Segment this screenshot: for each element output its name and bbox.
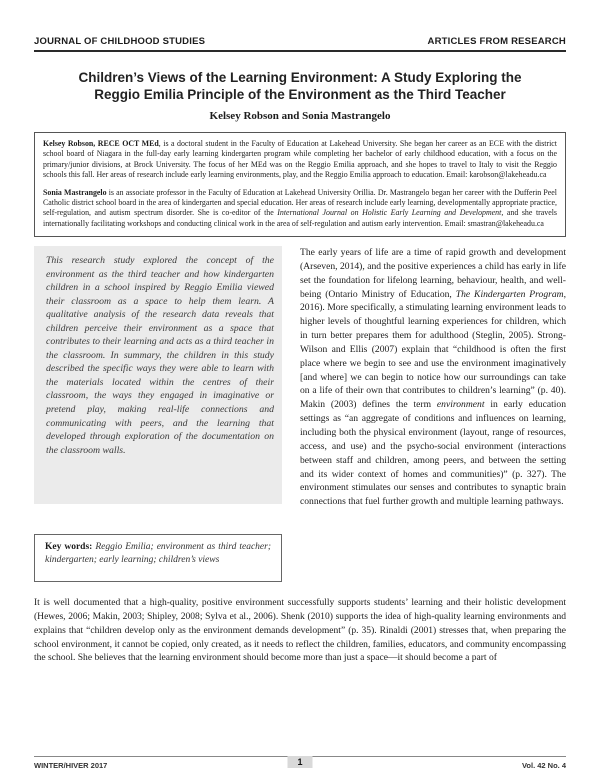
keywords-box — [34, 534, 282, 582]
mastrangelo-bio — [43, 188, 557, 230]
mastrangelo-bio-text-2: , and she travels internationally facilitating workshops and conducting clinical work in the area of self-regulation and autism early intervention. Email: smastran@lakeheadu.ca — [43, 208, 557, 228]
article-title — [34, 69, 566, 103]
environment-italic: environment — [436, 399, 485, 411]
body-p1-part-b: , 2016). More specifically, a stimulating learning environment leads to higher levels of thoughtful learning experiences for children, which in turn better prepares them for adulthood (Steglin, 2005). Strong-Wilson and Ellis (2007) explain that “childhood is often the first place where we begin to see and use the environment imaginatively [and where] we can begin to notice how our surroundings can take on a life of their own that contributes to children’s learning” (p. 40). Makin (2003) defines the term — [300, 288, 566, 411]
abstract: This research study explored the concept of the environment as the third teacher and how kindergarten children in a school inspired by Reggio Emilia viewed their classroom as a space to help them learn. A qualitative analysis of the research data reveals that children perceive their environment as a space that contributes to their learning and acts as a third teacher in the classroom. In summary, the children in this study described the specific ways they were able to learn with the materials located within the centres of their classroom, the ways they engaged in imaginative or pretend play, making real-life connections and communicating with peers, and the learning that developed through exploration of the documentation on the classroom walls. — [34, 246, 282, 504]
body-paragraph-2: It is well documented that a high-quality, positive environment successfully supports students’ learning and their holistic development (Hewes, 2006; Makin, 2003; Shipley, 2008; Sylva et al., 2006). Shenk (2010) supports the idea of high-quality learning environments and explains that “children develop only as the environment demands development” (p. 35). Rinaldi (2001) stresses that, when preparing the school environment, it cannot be copied, only created, as it needs to reflect the children, families, educators, and community encompassing the school. She believes that the learning environment should become more than just a space—it should become a part of — [34, 597, 566, 664]
body-p1-part-a: The early years of life are a time of rapid growth and development (Arseven, 2014), and the positive experiences a child has early in life set the foundation for lifelong learning, behaviour, health, and well-being (Ontario Ministry of Education, — [300, 247, 566, 300]
robson-name: Kelsey Robson, RECE OCT MEd — [43, 139, 159, 148]
keywords-text: Reggio Emilia; environment as third teacher; kindergarten; early learning; children’s views — [45, 542, 272, 565]
robson-bio-text: , is a doctoral student in the Faculty of Education at Lakehead University. She began her career as an ECE with the district school board of Niagara in the full-day early learning kindergarten program while completing her bachelor of early childhood education, with a focus on the primary/junior divisions, at Brock University. The focus of her MEd was on the Reggio Emilia approach, and she hopes to travel to Italy to visit the Reggio schools this fall. Her areas of research include early learning environments, play, and the Reggio Emilia approach to education. Email: karobson@lakeheadu.ca — [43, 139, 557, 180]
volume-label: Vol. 42 No. 4 — [521, 761, 566, 770]
issue-label: WINTER/HIVER 2017 — [34, 761, 108, 770]
page-number: 1 — [287, 756, 312, 768]
section-name: ARTICLES FROM RESEARCH — [427, 36, 566, 47]
body-paragraph-1 — [300, 246, 566, 509]
journal-title-italic: International Journal on Holistic Early Learning and Development — [277, 208, 502, 218]
keywords-label: Key words: — [45, 542, 93, 552]
title-line-2: Reggio Emilia Principle of the Environment as the Third Teacher — [94, 87, 506, 102]
body-p1-part-c: in early education settings as “an aggregate of conditions and influences on learning, including both the physical environment (layout, range of resources, access, and use) and the psycho-social environment (interactions between staff and children, among peers, and between the setting and its wider context of homes and communities)” (p. 327). The environment stimulates our senses and contributes to synaptic brain connections that fuel further growth and multiple learning pathways. — [300, 399, 567, 508]
page-footer — [34, 756, 566, 770]
journal-name: JOURNAL OF CHILDHOOD STUDIES — [34, 36, 206, 47]
mastrangelo-name: Sonia Mastrangelo — [43, 187, 107, 197]
title-line-1: Children’s Views of the Learning Environment: A Study Exploring the — [78, 70, 522, 85]
kindergarten-program-italic: The Kindergarten Program — [455, 288, 564, 300]
author-line: Kelsey Robson and Sonia Mastrangelo — [209, 110, 391, 122]
author-bios-box — [34, 132, 566, 237]
mastrangelo-bio-text-1: is an associate professor in the Faculty of Education at Lakehead University Orillia. Dr. Mastrangelo began her career with the Dufferin Peel Catholic district school board in the area of kindergarten and special education. Her areas of research include early learning, developmentally appropriate practice, self-regulation, and autism spectrum disorder. She is co-editor of the — [43, 187, 557, 218]
robson-bio — [43, 139, 557, 181]
running-header — [34, 36, 566, 52]
